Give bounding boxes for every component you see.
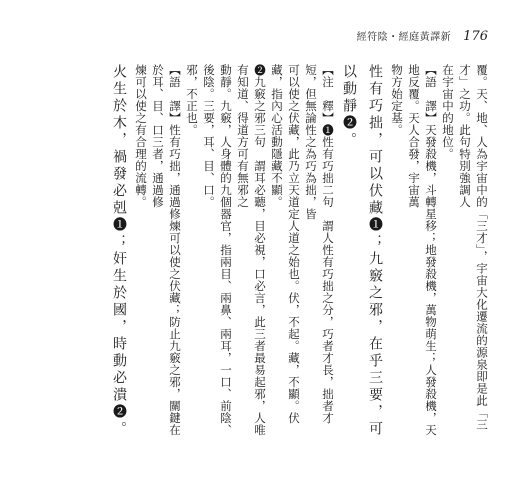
translation-column: 煉可以使之有合理的流轉。 — [134, 64, 148, 208]
running-title: 經符陰・經庭黃譯新 — [356, 32, 452, 43]
scripture-verse: 性有巧拙，可以伏藏❶；九竅之邪，在乎三要，可以動靜❷。 — [341, 64, 383, 438]
scripture-verse: 火生於木，禍發必剋❶；奸生於國，時動必潰❷。 — [111, 64, 127, 438]
page-number: 176 — [463, 29, 488, 44]
annotation-column: 動靜。九竅，人身體的九個器官，指兩目、兩鼻、兩耳，一口、前陰、後陰。三要，耳、目、口。 — [202, 64, 233, 436]
translation-column: 物方始定基。 — [390, 64, 404, 136]
annotation-column: 邪，不正也。 — [185, 64, 199, 136]
annotation-column: ❷九竅之邪三句 謂耳必聽，目必視，口必言，此三者最易起邪，人唯有知道、得道方可有無邪之 — [236, 64, 267, 436]
vertical-body-text — [110, 64, 490, 444]
annotation-column: 【注 釋】❶性有巧拙二句 謂人性有巧拙之分，巧者才長，拙者才短，但無論性之為巧為拙，皆 — [304, 64, 335, 424]
translation-column: 【語 譯】性有巧拙，通過修煉可以使之伏藏；防止九竅之邪，關鍵在於耳、目、口三者，通過修 — [151, 64, 182, 436]
page-header — [357, 28, 488, 44]
translation-column: 【語 譯】天發殺機，斗轉星移；地發殺機，萬物萌生；人發殺機，天地反覆。天人合發，宇宙萬 — [407, 64, 438, 436]
text-column: 覆。天、地、人為宇宙中的「三才」，宇宙大化遷流的源泉即是此「三才」之功。此句特別強調人 — [458, 64, 489, 431]
text-column: 在宇宙中的地位。 — [441, 64, 455, 160]
annotation-column: 可以使之伏藏，此乃立天道定人道之始也。伏，不起。藏，不顯。伏藏，指內心活動隱藏不顯。 — [270, 64, 301, 424]
